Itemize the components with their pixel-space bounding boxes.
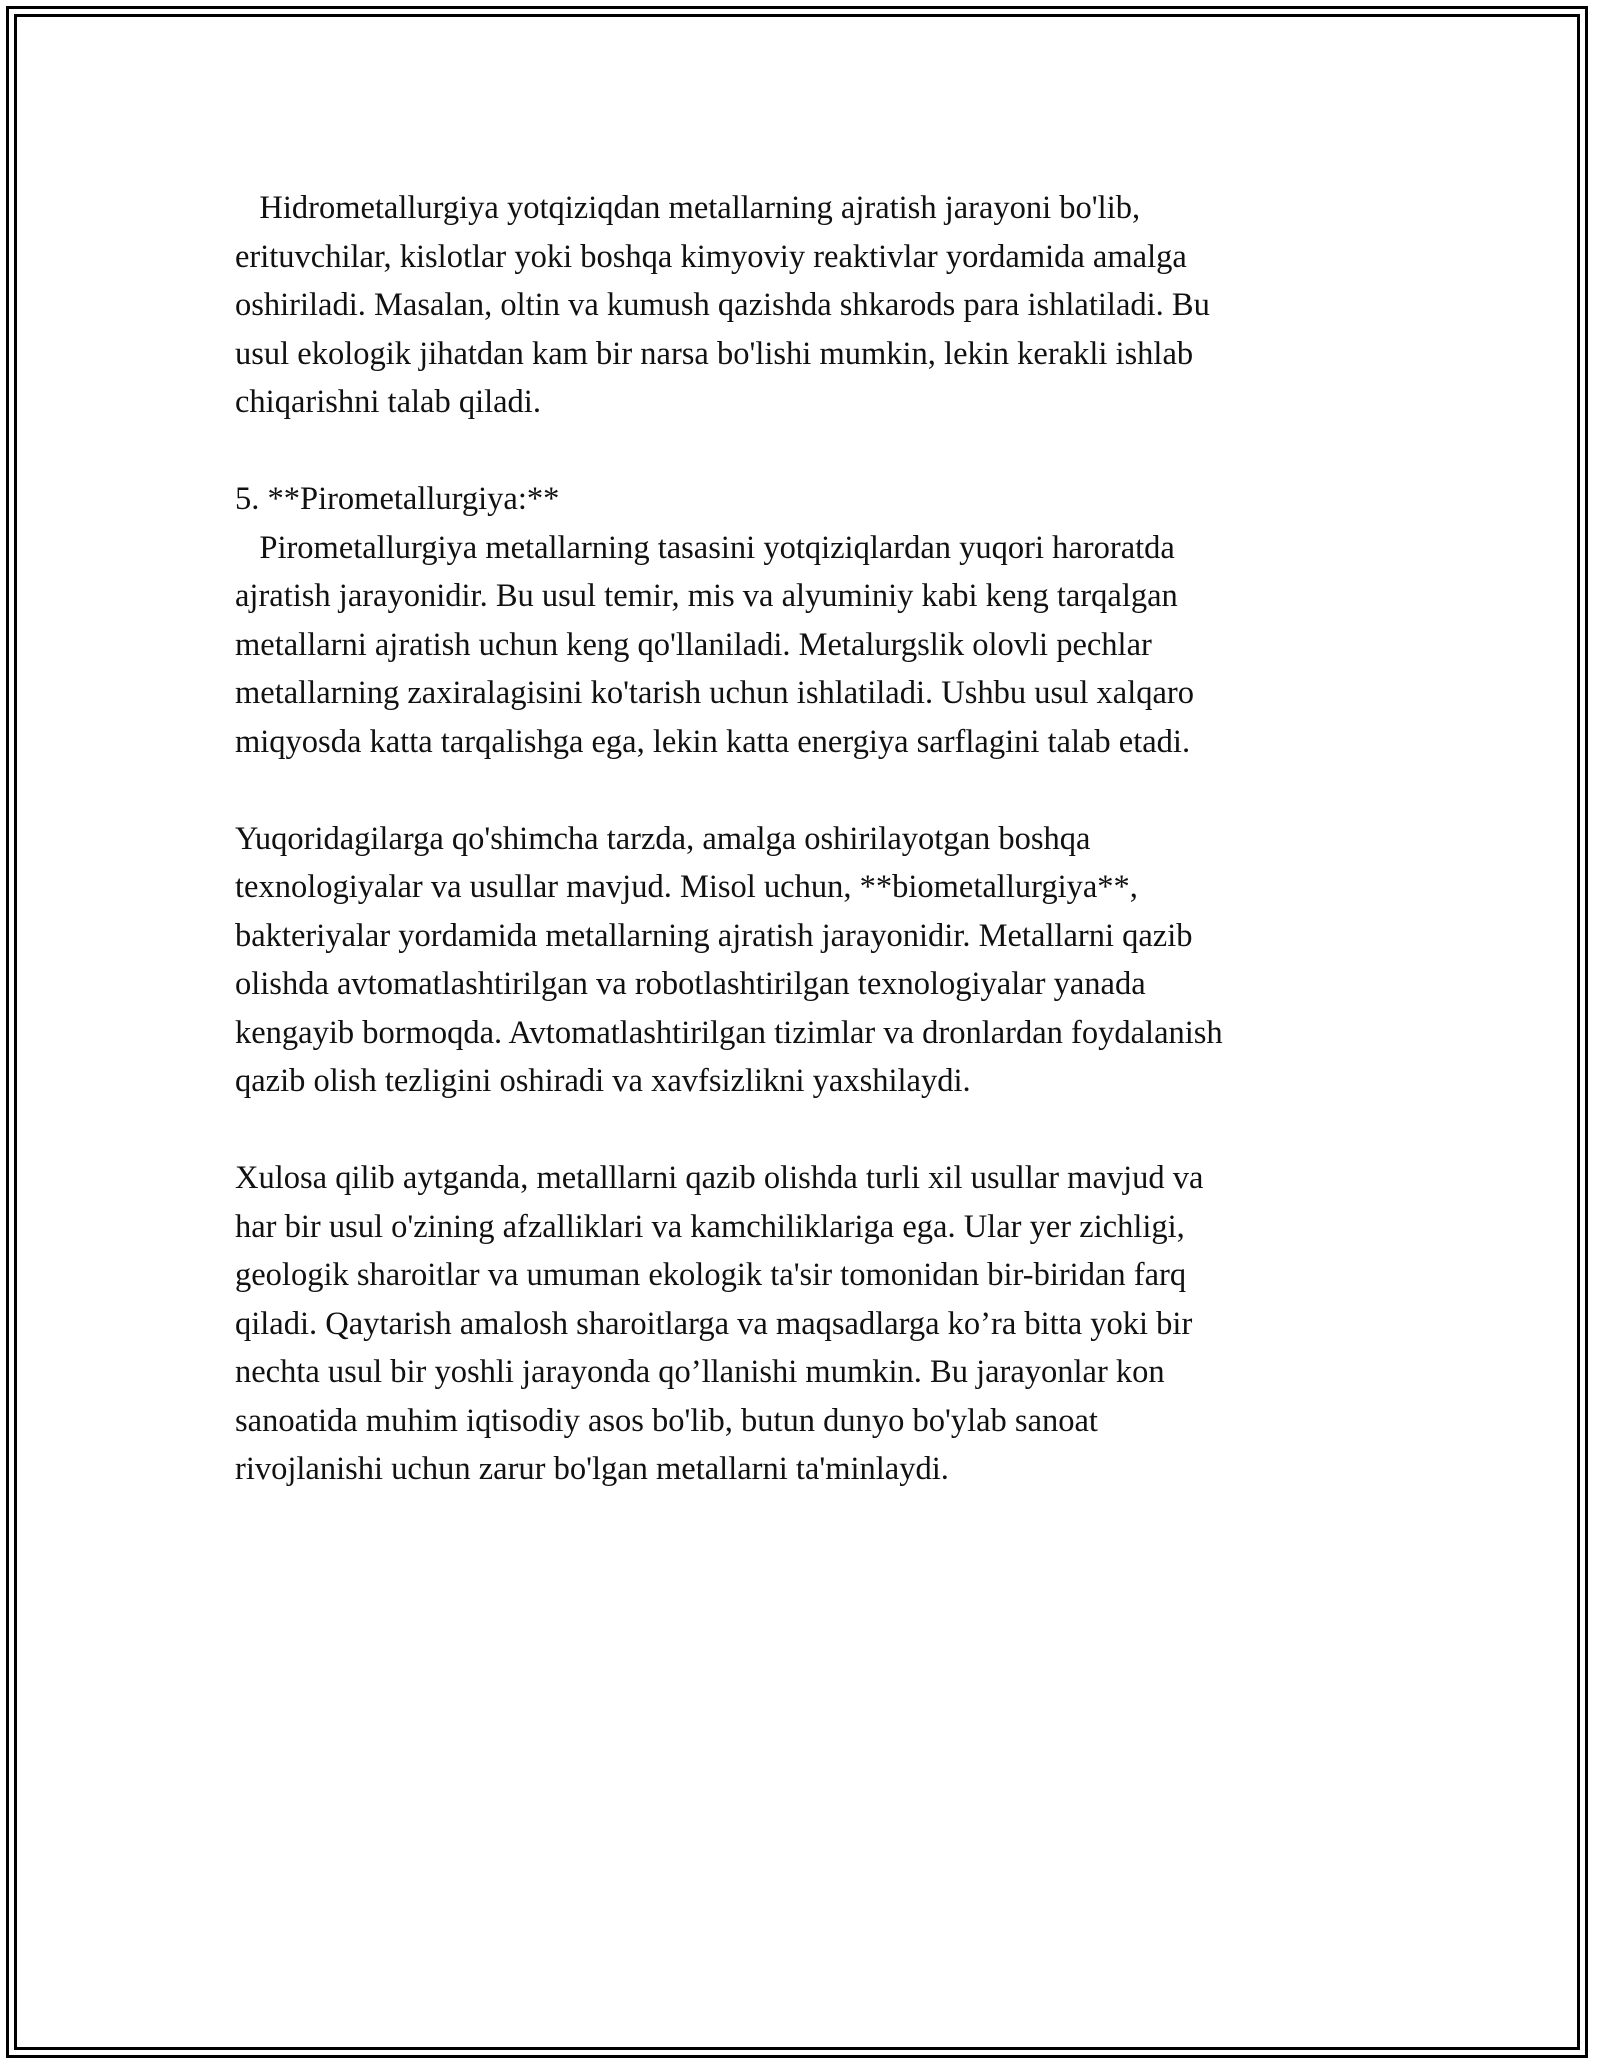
text-line: sanoatida muhim iqtisodiy asos bo'lib, butun dunyo bo'ylab sanoat	[235, 1402, 1098, 1439]
text-line: har bir usul o'zining afzalliklari va kamchiliklariga ega. Ular yer zichligi,	[235, 1208, 1185, 1245]
paragraph-conclusion	[235, 1154, 1395, 1494]
text-line: Hidrometallurgiya yotqiziqdan metallarning ajratish jarayoni bo'lib,	[235, 190, 1141, 226]
paragraph-spacer	[235, 427, 1395, 476]
text-line: Pirometallurgiya metallarning tasasini yotqiziqlardan yuqori haroratda	[235, 529, 1175, 566]
text-line: ajratish jarayonidir. Bu usul temir, mis va alyuminiy kabi keng tarqalgan	[235, 578, 1178, 614]
paragraph-spacer	[235, 1106, 1395, 1155]
section-heading: 5. **Pirometallurgiya:**	[235, 481, 560, 517]
paragraph-hydrometallurgy	[235, 184, 1395, 427]
text-line: rivojlanishi uchun zarur bo'lgan metallarni ta'minlaydi.	[235, 1451, 949, 1487]
paragraph-additional-technologies	[235, 815, 1395, 1106]
text-line: usul ekologik jihatdan kam bir narsa bo'lishi mumkin, lekin kerakli ishlab	[235, 335, 1194, 372]
text-line: oshiriladi. Masalan, oltin va kumush qazishda shkarods para ishlatiladi. Bu	[235, 287, 1210, 323]
text-line: olishda avtomatlashtirilgan va robotlashtirilgan texnologiyalar yanada	[235, 966, 1146, 1002]
text-line: erituvchilar, kislotlar yoki boshqa kimyoviy reaktivlar yordamida amalga	[235, 238, 1187, 275]
text-line: Xulosa qilib aytganda, metalllarni qazib olishda turli xil usullar mavjud va	[235, 1160, 1204, 1196]
text-line: metallarni ajratish uchun keng qo'llaniladi. Metalurgslik olovli pechlar	[235, 626, 1152, 663]
paragraph-pyrometallurgy	[235, 475, 1395, 766]
text-line: metallarning zaxiralagisini ko'tarish uchun ishlatiladi. Ushbu usul xalqaro	[235, 675, 1194, 711]
text-line: Yuqoridagilarga qo'shimcha tarzda, amalga oshirilayotgan boshqa	[235, 820, 1091, 857]
text-line: bakteriyalar yordamida metallarning ajratish jarayonidir. Metallarni qazib	[235, 917, 1193, 954]
text-line: texnologiyalar va usullar mavjud. Misol uchun, **biometallurgiya**,	[235, 869, 1138, 905]
text-line: qiladi. Qaytarish amalosh sharoitlarga va maqsadlarga ko’ra bitta yoki bir	[235, 1305, 1193, 1342]
paragraph-spacer	[235, 766, 1395, 815]
text-line: miqyosda katta tarqalishga ega, lekin katta energiya sarflagini talab etadi.	[235, 723, 1191, 760]
text-line: kengayib bormoqda. Avtomatlashtirilgan tizimlar va dronlardan foydalanish	[235, 1014, 1223, 1051]
document-body	[235, 184, 1395, 1494]
text-line: nechta usul bir yoshli jarayonda qo’llanishi mumkin. Bu jarayonlar kon	[235, 1354, 1165, 1390]
text-line: geologik sharoitlar va umuman ekologik ta'sir tomonidan bir-biridan farq	[235, 1257, 1187, 1293]
text-line: qazib olish tezligini oshiradi va xavfsizlikni yaxshilaydi.	[235, 1063, 971, 1099]
text-line: chiqarishni talab qiladi.	[235, 384, 541, 420]
